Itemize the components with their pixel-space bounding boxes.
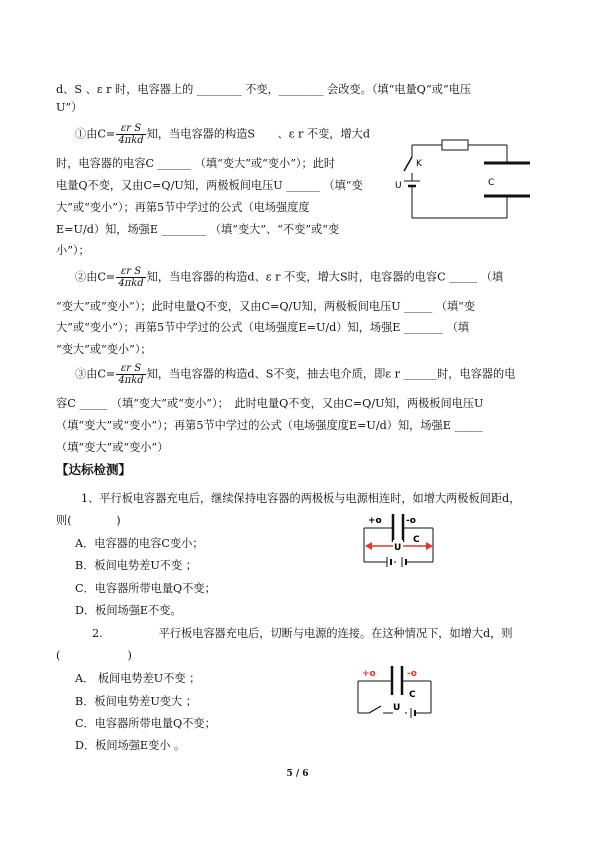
text-line-4: 时，电容器的电容C ______ （填“变大”或“变小”）；此时 xyxy=(56,157,336,170)
switch-icon xyxy=(404,157,412,171)
formula-suffix-1: 知，当电容器的构造S 、ε r 不变，增大d xyxy=(146,127,370,141)
circuit-diagram-1 xyxy=(392,133,552,233)
formula-denominator: 4πkd xyxy=(118,278,144,289)
text-line-3 xyxy=(75,123,370,146)
resistor-icon xyxy=(442,140,468,150)
negative-terminal-label: -o xyxy=(406,516,416,526)
formula-prefix-2: ②由C= xyxy=(75,270,116,284)
q2-option-b: B．板间电势差U变大 ； xyxy=(75,695,197,708)
q1-option-d: D．板间场强E不变。 xyxy=(75,604,182,617)
capacitance-formula-3 xyxy=(116,363,145,386)
capacitor-label: C xyxy=(413,535,420,545)
q1-stem-line-1: 1、平行板电容器充电后，继续保持电容器的两极板与电源相连时，如增大两极板间距d， xyxy=(81,492,521,505)
formula-denominator: 4πkd xyxy=(118,135,144,146)
text-line-16: （填“变大”或“变小”） xyxy=(56,441,169,454)
formula-denominator: 4πkd xyxy=(118,375,144,386)
section-heading: 【达标检测】 xyxy=(56,462,132,477)
formula-numerator: εr S xyxy=(116,123,145,135)
q2-stem-line-1: 2. 平行板电容器充电后，切断与电源的连接。在这种情况下，如增大d，则 xyxy=(92,627,513,640)
formula-suffix-3: 知，当电容器的构造d、S不变，抽去电介质，即ε r ______时，电容器的电 xyxy=(146,367,516,381)
text-line-6: 大”或“变小”）；再第5节中学过的公式（电场强度度 xyxy=(56,201,310,214)
text-line-11: 大”或“变小”）；再第5节中学过的公式（电场强度E=U/d）知，场强E _______ （填 xyxy=(56,321,470,334)
q2-option-c: C．电容器所带电量Q不变； xyxy=(75,717,216,730)
text-line-15: （填“变大”或“变小”）；再第5节中学过的公式（电场强度度E=U/d）知，场强E _____ xyxy=(56,419,483,432)
negative-terminal-label: -o xyxy=(407,669,417,679)
positive-terminal-label: +o xyxy=(362,669,376,679)
switch-icon xyxy=(369,706,381,713)
q1-option-a: A．电容器的电容C变小； xyxy=(75,537,204,550)
formula-prefix-1: ①由C= xyxy=(75,127,116,141)
circuit-diagram-3 xyxy=(355,663,435,721)
formula-prefix-3: ③由C= xyxy=(75,367,116,381)
arrow-left-icon xyxy=(365,542,372,550)
q1-option-c: C．电容器所带电量Q不变； xyxy=(75,582,216,595)
switch-label: K xyxy=(416,159,422,169)
voltage-label: U xyxy=(393,703,401,713)
positive-terminal-label: +o xyxy=(368,516,382,526)
page-number: 5 / 6 xyxy=(286,769,309,779)
text-line-7: E=U/d）知，场强E ________ （填“变大”、“不变”或“变 xyxy=(56,223,340,236)
capacitor-label: C xyxy=(409,690,416,700)
text-line-5: 电量Q不变，又由C=Q/U知，两极板间电压U ______ （填“变 xyxy=(56,179,363,192)
text-line-9 xyxy=(75,266,503,289)
q2-option-a: A． 板间电势差U不变 ； xyxy=(75,672,201,685)
q2-option-d: D．板间场强E变小 。 xyxy=(75,739,186,752)
capacitance-formula-2 xyxy=(116,266,145,289)
text-line-2: U”） xyxy=(56,101,83,114)
battery-label: U xyxy=(395,181,402,191)
formula-numerator: εr S xyxy=(116,266,145,278)
circuit-diagram-2 xyxy=(361,510,441,576)
formula-numerator: εr S xyxy=(116,363,145,375)
q1-option-b: B．板间电势差U不变 ； xyxy=(75,559,197,572)
formula-suffix-2: 知，当电容器的构造d、ε r 不变，增大S时，电容器的电容C _____ （填 xyxy=(146,270,504,284)
text-line-8: 小”）； xyxy=(56,244,90,257)
text-line-12: “变大”或“变小”）； xyxy=(56,343,152,356)
text-line-1: d、S 、ε r 时，电容器上的 ________ 不变，________ 会改变。（填“电量Q”或“电压 xyxy=(56,83,472,96)
text-line-14: 容C _____ （填“变大”或“变小”）； 此时电量Q不变，又由C=Q/U知，两极板间电压U xyxy=(56,397,484,410)
q1-stem-line-2: 则( ) xyxy=(56,514,121,527)
arrow-right-icon xyxy=(426,542,433,550)
text-line-13 xyxy=(75,363,515,386)
q2-stem-line-2: ( ) xyxy=(56,649,132,662)
capacitor-label: C xyxy=(488,178,495,188)
voltage-label: U xyxy=(394,543,402,553)
text-line-10: “变大”或“变小”）；此时电量Q不变，又由C=Q/U知，两极板间电压U _____ （填“变 xyxy=(56,300,476,313)
capacitance-formula-1 xyxy=(116,123,145,146)
